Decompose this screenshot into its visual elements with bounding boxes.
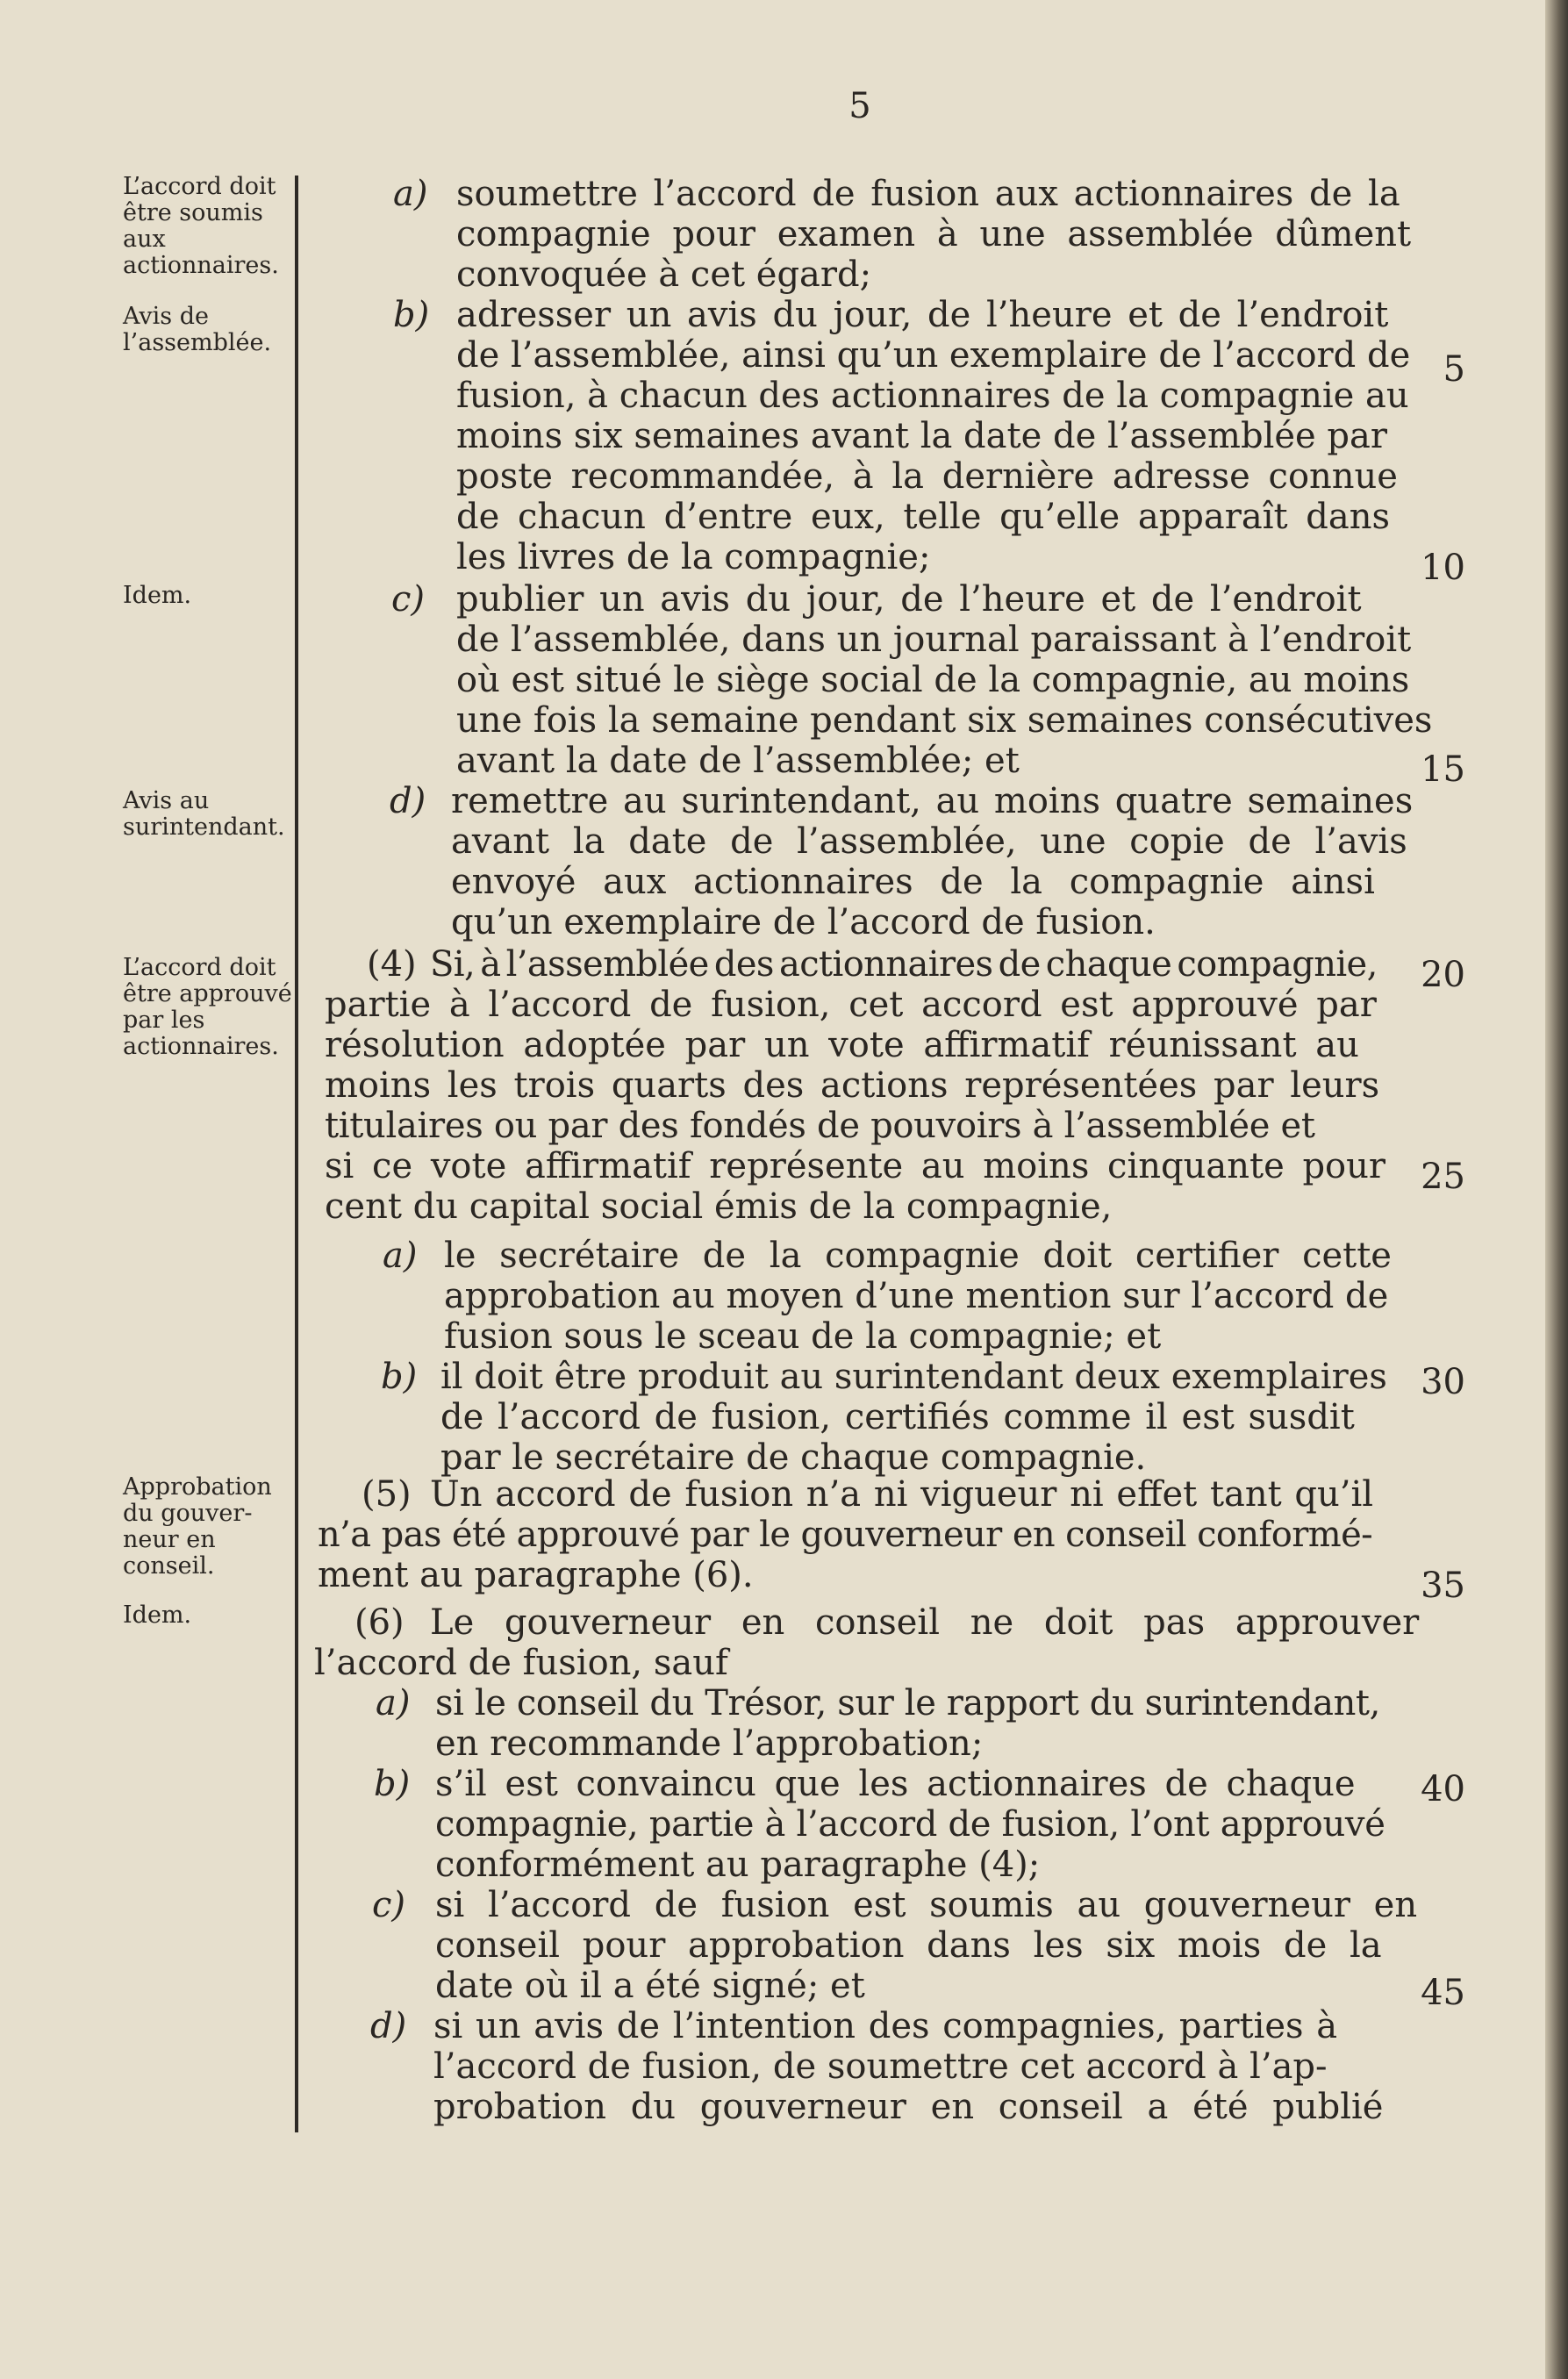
body-line: avant la date de l’assemblée; et <box>456 741 1020 781</box>
line-number: 40 <box>1421 1769 1465 1809</box>
line-number: 35 <box>1421 1566 1465 1606</box>
body-line: compagnie pour examen à une assemblée dûment <box>456 214 1412 254</box>
body-line: soumettre l’accord de fusion aux actionnaires de la <box>456 174 1400 214</box>
body-line: adresser un avis du jour, de l’heure et de l’endroit <box>456 295 1389 335</box>
body-line: de chacun d’entre eux, telle qu’elle apparaît dans <box>456 497 1391 537</box>
margin-rule <box>295 176 298 2132</box>
body-line: poste recommandée, à la dernière adresse connue <box>456 456 1398 497</box>
body-line: de l’assemblée, dans un journal paraissant à l’endroit <box>456 620 1412 660</box>
body-line: moins six semaines avant la date de l’assemblée par <box>456 416 1387 456</box>
body-line: conformément au paragraphe (4); <box>435 1845 1041 1885</box>
line-number: 25 <box>1421 1157 1465 1197</box>
body-line: probation du gouverneur en conseil a été publié <box>433 2087 1384 2127</box>
body-line: qu’un exemplaire de l’accord de fusion. <box>451 902 1156 942</box>
page-number: 5 <box>848 86 871 126</box>
item-label: b) <box>381 1357 418 1397</box>
body-line: si un avis de l’intention des compagnies, parties à <box>433 2006 1338 2046</box>
item-label: b) <box>393 295 430 335</box>
body-line: en recommande l’approbation; <box>435 1723 984 1764</box>
body-line: fusion sous le sceau de la compagnie; et <box>444 1316 1162 1357</box>
body-line: de l’accord de fusion, certifiés comme il est susdit <box>440 1397 1355 1437</box>
body-line: n’a pas été approuvé par le gouverneur en conseil conformé- <box>318 1515 1373 1555</box>
body-line: publier un avis du jour, de l’heure et de l’endroit <box>456 579 1362 620</box>
body-line: conseil pour approbation dans les six mois de la <box>435 1925 1382 1966</box>
body-line: par le secrétaire de chaque compagnie. <box>440 1437 1147 1478</box>
body-line: partie à l’accord de fusion, cet accord est approuvé par <box>325 985 1377 1025</box>
body-line: il doit être produit au surintendant deux exemplaires <box>440 1357 1387 1397</box>
item-label: d) <box>390 781 426 821</box>
body-line: avant la date de l’assemblée, une copie de l’avis <box>451 821 1407 862</box>
body-line: les livres de la compagnie; <box>456 537 931 577</box>
paragraph-label: (5) <box>362 1474 412 1515</box>
body-line: convoquée à cet égard; <box>456 254 872 295</box>
body-line: si le conseil du Trésor, sur le rapport du surintendant, <box>435 1683 1380 1723</box>
body-line: l’accord de fusion, de soumettre cet accord à l’ap- <box>433 2046 1328 2087</box>
margin-note: Idem. <box>123 582 192 609</box>
paragraph-label: (4) <box>367 944 417 985</box>
body-line: Le gouverneur en conseil ne doit pas approuver <box>430 1602 1420 1643</box>
margin-note: Idem. <box>123 1602 192 1629</box>
body-line: envoyé aux actionnaires de la compagnie ainsi <box>451 862 1375 902</box>
paragraph-label: (6) <box>354 1602 405 1643</box>
body-line: l’accord de fusion, sauf <box>314 1643 728 1683</box>
body-line: si ce vote affirmatif représente au moins cinquante pour <box>325 1146 1386 1186</box>
item-label: a) <box>376 1683 411 1723</box>
line-number: 45 <box>1421 1973 1465 2013</box>
body-line: de l’assemblée, ainsi qu’un exemplaire de l’accord de <box>456 335 1411 376</box>
body-line: date où il a été signé; et <box>435 1966 865 2006</box>
body-line: ment au paragraphe (6). <box>318 1555 754 1595</box>
body-line: fusion, à chacun des actionnaires de la compagnie au <box>456 376 1409 416</box>
body-line: remettre au surintendant, au moins quatre semaines <box>451 781 1414 821</box>
margin-note: Avis de l’assemblée. <box>123 303 272 356</box>
body-line: approbation au moyen d’une mention sur l’accord de <box>444 1276 1389 1316</box>
item-label: c) <box>372 1885 406 1925</box>
body-line: moins les trois quarts des actions représentées par leurs <box>325 1065 1380 1106</box>
line-number: 15 <box>1421 749 1465 790</box>
page-edge-shadow <box>1545 0 1568 2379</box>
margin-note: L’accord doit être soumis aux actionnaires. <box>123 173 279 279</box>
line-number: 5 <box>1443 349 1465 390</box>
margin-note: L’accord doit être approuvé par les actionnaires. <box>123 954 292 1060</box>
item-label: a) <box>383 1236 418 1276</box>
body-line: titulaires ou par des fondés de pouvoirs à l’assemblée et <box>325 1106 1315 1146</box>
margin-note: Avis au surintendant. <box>123 787 285 841</box>
body-line: compagnie, partie à l’accord de fusion, l’ont approuvé <box>435 1804 1385 1845</box>
body-line: Un accord de fusion n’a ni vigueur ni effet tant qu’il <box>430 1474 1374 1515</box>
body-line: cent du capital social émis de la compagnie, <box>325 1186 1113 1227</box>
body-line: une fois la semaine pendant six semaines consécutives <box>456 700 1433 741</box>
line-number: 10 <box>1421 548 1465 588</box>
item-label: c) <box>391 579 426 620</box>
body-line: où est situé le siège social de la compagnie, au moins <box>456 660 1410 700</box>
body-line: le secrétaire de la compagnie doit certifier cette <box>444 1236 1392 1276</box>
body-line: si l’accord de fusion est soumis au gouverneur en <box>435 1885 1418 1925</box>
body-line: Si, à l’assemblée des actionnaires de chaque compagnie, <box>430 944 1378 985</box>
line-number: 30 <box>1421 1362 1465 1402</box>
margin-note: Approbation du gouver- neur en conseil. <box>123 1473 272 1580</box>
item-label: a) <box>393 174 428 214</box>
body-line: s’il est convaincu que les actionnaires de chaque <box>435 1764 1356 1804</box>
item-label: b) <box>374 1764 411 1804</box>
item-label: d) <box>370 2006 407 2046</box>
body-line: résolution adoptée par un vote affirmatif réunissant au <box>325 1025 1359 1065</box>
line-number: 20 <box>1421 955 1465 995</box>
